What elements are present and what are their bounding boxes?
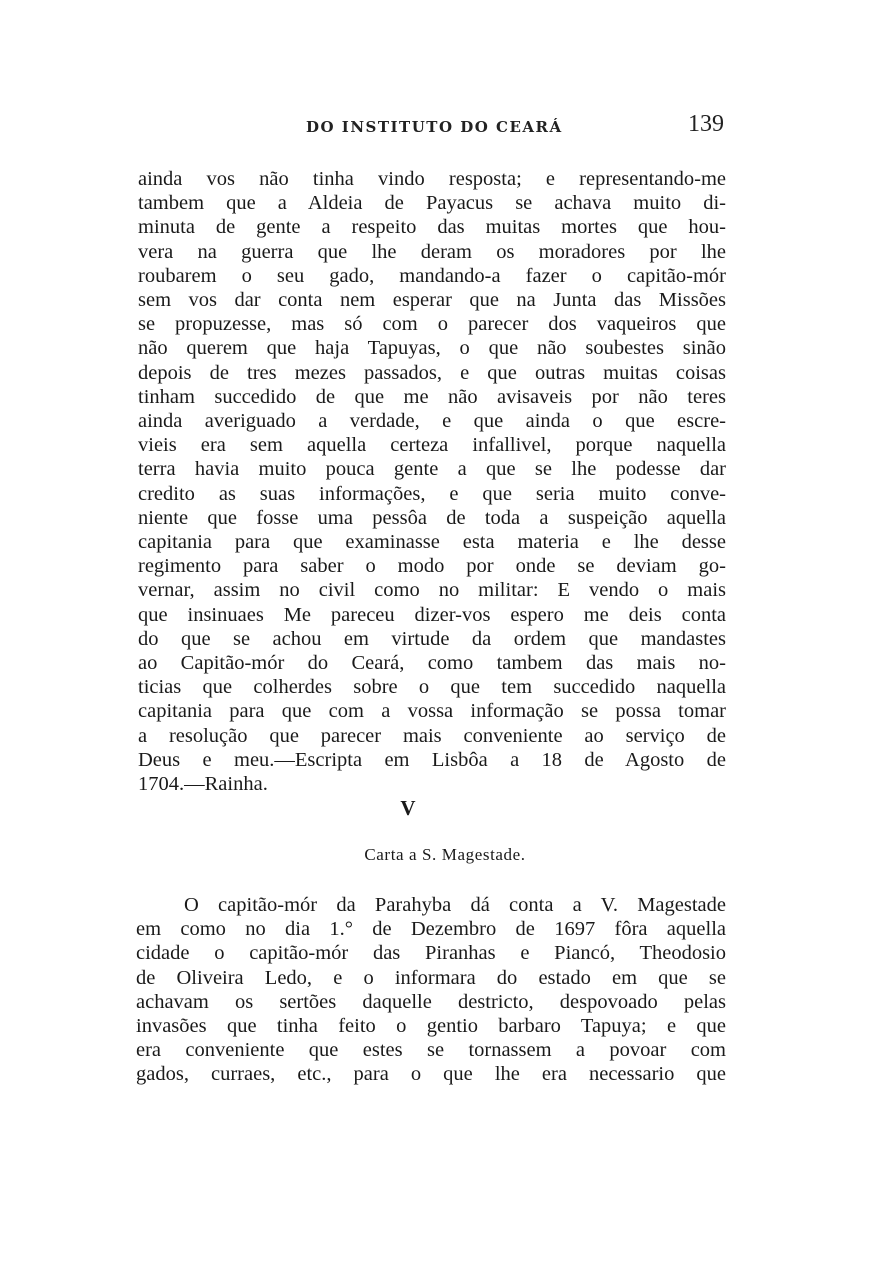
page-number: 139 (688, 111, 724, 137)
text-line: tinham succedido de que me não avisaveis por não teres (138, 385, 726, 408)
text-line: capitania para que com a vossa informação se possa tomar (138, 700, 726, 723)
text-line: invasões que tinha feito o gentio barbaro Tapuya; e que (136, 1015, 726, 1038)
text-line: 1704.—Rainha. (138, 773, 268, 796)
text-line: depois de tres mezes passados, e que outras muitas coisas (138, 361, 726, 384)
text-line: em como no dia 1.° de Dezembro de 1697 fôra aquella (136, 918, 726, 941)
text-line: ainda averiguado a verdade, e que ainda o que escre- (138, 410, 726, 433)
text-line: vernar, assim no civil como no militar: E vendo o mais (138, 579, 726, 602)
text-line: minuta de gente a respeito das muitas mortes que hou- (138, 216, 726, 239)
text-line: Deus e meu.—Escripta em Lisbôa a 18 de Agosto de (138, 748, 726, 771)
text-line: ticias que colherdes sobre o que tem succedido naquella (138, 676, 726, 699)
text-line: cidade o capitão-mór das Piranhas e Piancó, Theodosio (136, 942, 726, 965)
text-line: ainda vos não tinha vindo resposta; e representando-me (138, 168, 726, 190)
text-line: terra havia muito pouca gente a que se lhe podesse dar (138, 458, 726, 481)
text-line: capitania para que examinasse esta materia e lhe desse (138, 531, 726, 554)
text-line: não querem que haja Tapuyas, o que não soubestes sinão (138, 337, 726, 360)
section-heading: Carta a S. Magestade. (364, 845, 526, 864)
text-line: ao Capitão-mór do Ceará, como tambem das mais no- (138, 652, 726, 675)
text-line: achavam os sertões daquelle destricto, despovoado pelas (136, 990, 726, 1013)
text-line: a resolução que parecer mais conveniente ao serviço de (138, 724, 726, 747)
text-line: vera na guerra que lhe deram os moradores por lhe (138, 240, 726, 263)
text-line: vieis era sem aquella certeza infallivel, porque naquella (138, 434, 726, 457)
text-line: tambem que a Aldeia de Payacus se achava muito di- (138, 192, 726, 215)
text-line: sem vos dar conta nem esperar que na Junta das Missões (138, 289, 726, 312)
paragraph-1 (138, 167, 726, 796)
running-head: DO INSTITUTO DO CEARÁ (306, 118, 563, 136)
text-line: O capitão-mór da Parahyba dá conta a V. Magestade (184, 894, 726, 916)
text-line: que insinuaes Me pareceu dizer-vos espero me deis conta (138, 603, 726, 626)
text-line: gados, curraes, etc., para o que lhe era necessario que (136, 1063, 726, 1086)
text-line: era conveniente que estes se tornassem a povoar com (136, 1039, 726, 1062)
text-line: niente que fosse uma pessôa de toda a suspeição aquella (138, 506, 726, 529)
text-line: do que se achou em virtude da ordem que mandastes (138, 627, 726, 650)
paragraph-2 (136, 893, 726, 1087)
text-line: se propuzesse, mas só com o parecer dos vaqueiros que (138, 313, 726, 336)
text-line: regimento para saber o modo por onde se deviam go- (138, 555, 726, 578)
text-line: credito as suas informações, e que seria muito conve- (138, 482, 726, 505)
section-number: V (400, 796, 416, 820)
text-line: de Oliveira Ledo, e o informara do estado em que se (136, 966, 726, 989)
text-line: roubarem o seu gado, mandando-a fazer o capitão-mór (138, 264, 726, 287)
